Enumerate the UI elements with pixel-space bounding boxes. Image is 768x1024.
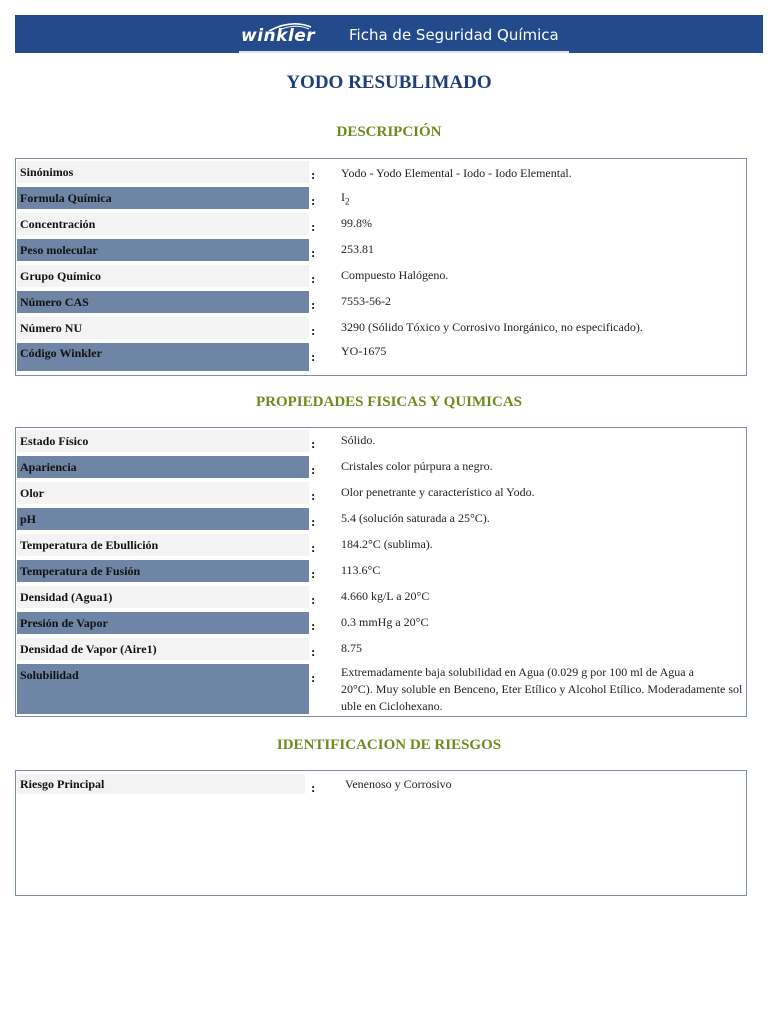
riesgos-table: [15, 770, 747, 896]
table-row: [16, 343, 746, 371]
row-label: Código Winkler: [17, 343, 309, 371]
table-row: [16, 187, 746, 211]
brand: [239, 19, 559, 51]
section-title-riesgos: IDENTIFICACION DE RIESGOS: [276, 737, 502, 753]
row-value: 7553-56-2: [341, 294, 391, 308]
row-value: 0.3 mmHg a 20°C: [341, 615, 429, 629]
row-label: Presión de Vapor: [17, 612, 309, 634]
table-row: [16, 456, 746, 480]
row-value: 8.75: [341, 641, 362, 655]
table-row: [16, 560, 746, 584]
table-row: [16, 265, 746, 289]
row-colon: :: [311, 349, 316, 364]
row-label: Estado Físico: [17, 430, 309, 452]
row-colon: :: [311, 540, 316, 555]
row-colon: :: [311, 462, 316, 477]
table-row: [16, 612, 746, 636]
table-row: [16, 482, 746, 506]
value-line: uble en Ciclohexano.: [341, 699, 443, 713]
table-row: [16, 508, 746, 532]
row-colon: :: [311, 514, 316, 529]
row-label: Grupo Químico: [17, 265, 309, 287]
row-label: pH: [17, 508, 309, 530]
row-colon: :: [311, 245, 316, 260]
row-colon: :: [311, 566, 316, 581]
row-colon: :: [311, 323, 316, 338]
row-label: Solubilidad: [17, 664, 309, 714]
row-label: Peso molecular: [17, 239, 309, 261]
row-label: Temperatura de Fusión: [17, 560, 309, 582]
formula-symbol: I: [341, 190, 345, 204]
table-row: [16, 774, 746, 796]
row-label: Número NU: [17, 317, 309, 339]
row-label: Riesgo Principal: [17, 774, 305, 794]
row-label: Concentración: [17, 213, 309, 235]
value-line: Extremadamente baja solubilidad en Agua (0.029 g por 100 ml de Agua a: [341, 665, 694, 679]
row-value: Yodo - Yodo Elemental - Iodo - Iodo Elemental.: [341, 166, 572, 180]
header-bar: [15, 15, 763, 53]
row-value: Sólido.: [341, 433, 376, 447]
row-colon: :: [311, 618, 316, 633]
row-value: Compuesto Halógeno.: [341, 268, 449, 282]
row-value: Cristales color púrpura a negro.: [341, 459, 493, 473]
row-colon: :: [311, 193, 316, 208]
table-row: [16, 638, 746, 662]
table-row: [16, 161, 746, 185]
row-value: 5.4 (solución saturada a 25°C).: [341, 511, 490, 525]
section-title-propiedades: PROPIEDADES FISICAS Y QUIMICAS: [255, 394, 522, 410]
row-colon: :: [311, 297, 316, 312]
table-row: [16, 213, 746, 237]
row-label: Formula Química: [17, 187, 309, 209]
header-underline: [239, 51, 569, 53]
row-colon: :: [311, 219, 316, 234]
row-value: 99.8%: [341, 216, 372, 230]
row-label: Apariencia: [17, 456, 309, 478]
row-value: 184.2°C (sublima).: [341, 537, 433, 551]
table-row: [16, 664, 746, 714]
row-value: [341, 664, 751, 715]
row-value: 4.660 kg/L a 20°C: [341, 589, 430, 603]
row-label: Sinónimos: [17, 161, 309, 183]
row-value: 253.81: [341, 242, 374, 256]
descripcion-table: [15, 158, 747, 376]
row-value: Venenoso y Corrosivo: [345, 777, 452, 791]
table-row: [16, 317, 746, 341]
formula-subscript: 2: [345, 196, 350, 207]
row-label: Densidad (Agua1): [17, 586, 309, 608]
table-row: [16, 534, 746, 558]
row-value: [341, 189, 350, 210]
row-colon: :: [311, 780, 316, 795]
row-colon: :: [311, 436, 316, 451]
value-line: 20°C). Muy soluble en Benceno, Eter Etílico y Alcohol Etílico. Moderadamente sol: [341, 682, 743, 696]
document-title: YODO RESUBLIMADO: [286, 72, 492, 93]
row-label: Olor: [17, 482, 309, 504]
row-colon: :: [311, 644, 316, 659]
table-row: [16, 291, 746, 315]
row-value: 3290 (Sólido Tóxico y Corrosivo Inorgánico, no especificado).: [341, 320, 643, 334]
section-title-descripcion: DESCRIPCIÓN: [336, 124, 442, 140]
propiedades-table: [15, 427, 747, 717]
row-colon: :: [311, 167, 316, 182]
table-row: [16, 430, 746, 454]
row-value: YO-1675: [341, 344, 387, 358]
winkler-logo: [239, 21, 315, 49]
row-colon: :: [311, 271, 316, 286]
row-value: 113.6°C: [341, 563, 381, 577]
row-label: Número CAS: [17, 291, 309, 313]
table-row: [16, 239, 746, 263]
header-title: Ficha de Seguridad Química: [349, 26, 559, 44]
row-label: Densidad de Vapor (Aire1): [17, 638, 309, 660]
row-colon: :: [311, 670, 316, 685]
row-colon: :: [311, 488, 316, 503]
row-value: Olor penetrante y característico al Yodo.: [341, 485, 535, 499]
table-row: [16, 586, 746, 610]
row-label: Temperatura de Ebullición: [17, 534, 309, 556]
logo-text: winkler: [241, 26, 316, 46]
row-colon: :: [311, 592, 316, 607]
